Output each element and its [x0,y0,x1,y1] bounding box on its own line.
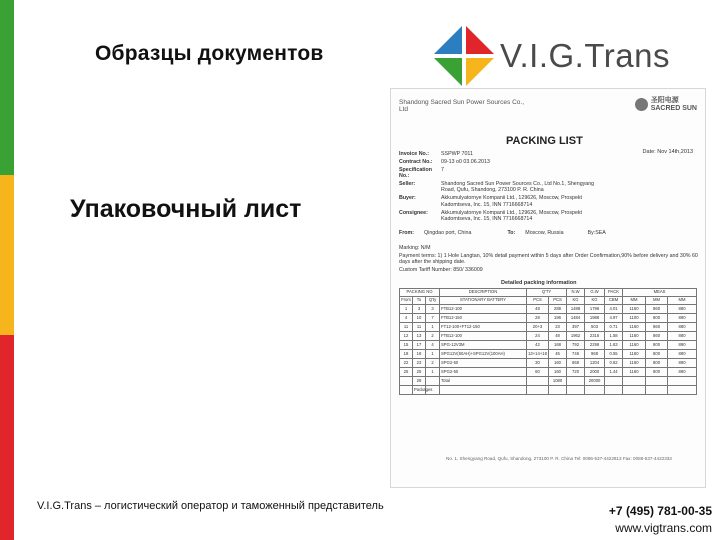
table-cell: 968 [585,350,605,359]
slide-subtitle: Упаковочный лист [70,195,302,223]
sacred-sun-logo-icon [635,98,648,111]
field-row [399,151,609,157]
table-cell: 18 [413,350,426,359]
table-cell: 800 [646,359,668,368]
table-cell: 1160 [623,323,646,332]
doc-date: Date: Nov 14th,2013 [642,149,693,155]
table-cell: 2 [426,332,440,341]
table-row [400,368,697,377]
table-cell: 1080 [549,377,567,386]
table-cell [426,377,440,386]
table-cell: 0.82 [605,359,623,368]
footer-website[interactable]: www.vigtrans.com [615,521,712,535]
table-cell: 24 [527,332,549,341]
doc-company: Shandong Sacred Sun Power Sources Co., Ltd [399,99,525,114]
table-cell: 22 [400,359,413,368]
table-cell: 1.63 [605,341,623,350]
table-cell: 860 [646,332,668,341]
red-stripe [0,335,14,540]
table-cell: 1 [400,305,413,314]
field-label: Invoice No.: [399,151,430,157]
table-cell: 25 [400,368,413,377]
field-row [399,159,609,165]
table-cell: 160 [549,368,567,377]
table-cell: FT12-100+FT12-150 [440,323,527,332]
table-cell [527,377,549,386]
table-cell: 48 [549,332,567,341]
table-row [400,305,697,314]
table-cell: SPG2-50 [440,368,527,377]
table-cell: 0.71 [605,323,623,332]
table-cell: 890 [668,359,697,368]
table-cell: 1160 [623,332,646,341]
table-row [400,332,697,341]
table-subheader: KG [585,297,605,305]
table-cell: 792 [567,341,585,350]
table-cell: 23 [413,359,426,368]
table-header: N.W [567,289,585,297]
table-cell: 668 [567,359,585,368]
table-cell: 1100 [623,314,646,323]
table-cell [623,386,646,395]
table-cell: 20000 [585,377,605,386]
table-subheader: From [400,297,413,305]
field-label: Seller: [399,181,416,188]
field-row [399,195,609,207]
table-cell: 288 [549,305,567,314]
table-cell: 13 [413,332,426,341]
table-cell [646,386,668,395]
table-cell: 1488 [567,305,585,314]
table-cell: 3 [413,305,426,314]
table-cell: 1796 [585,305,605,314]
doc-fields [399,151,609,224]
table-cell: 1160 [623,341,646,350]
table-cell: 4 [426,341,440,350]
table-cell [623,377,646,386]
table-cell: 2298 [585,341,605,350]
table-subheader: MM [668,297,697,305]
table-cell: 4.01 [605,305,623,314]
table-cell: 860 [646,305,668,314]
table-cell: 746 [567,350,585,359]
field-value: Shandong Sacred Sun Power Sources Co., Ltd No.1, Shengyang Road, Qufu, Shandong, 273100 P. R. China [441,181,595,194]
table-subheader: MM [646,297,668,305]
table-header: PACKING NO [400,289,440,297]
table-cell: 800 [646,350,668,359]
field-value: Akkumulyatornye Kompanii Ltd., 129626, Moscow, Prospekt Kadomtseva, Inc. 15, INN 7716668714 [441,209,583,222]
table-cell: 1484 [567,314,585,323]
table-cell: 720 [567,368,585,377]
table-cell [585,386,605,395]
doc-heading: PACKING LIST [506,135,583,147]
field-label: Buyer: [399,195,416,202]
table-cell: 30 [527,359,549,368]
doc-transport [399,230,699,236]
table-cell: 890 [668,368,697,377]
table-cell: 42 [527,341,549,350]
table-cell: 28 [413,377,426,386]
table-header: G.W [585,289,605,297]
table-cell: 890 [668,314,697,323]
table-cell: 800 [646,314,668,323]
field-label: Contract No.: [399,159,433,166]
marking: Marking: N/M [399,245,431,251]
table-cell: 7 [426,314,440,323]
brand-name: V.I.G.Trans [500,37,670,74]
table-cell: FTB12-150 [440,314,527,323]
table-cell: 1988 [585,314,605,323]
table-subheader: PCS [527,297,549,305]
table-cell [668,386,697,395]
table-cell: 10 [413,314,426,323]
table-cell: 397 [567,323,585,332]
by-value: By:SEA [587,230,606,236]
table-cell: 4.97 [605,314,623,323]
table-header-row [400,289,697,297]
table-cell: 880 [668,305,697,314]
table-cell: FTB12-100 [440,332,527,341]
table-cell: 1160 [623,359,646,368]
table-cell: 11 [400,323,413,332]
field-value: 09-13 о0 03.06.2013 [441,159,490,166]
field-value: SSPWP 7011 [441,151,473,157]
table-cell: SPG2-50 [440,359,527,368]
table-subheader: PCS [549,297,567,305]
table-cell: 1962 [567,332,585,341]
doc-terms [399,245,699,273]
table-cell: Total [440,377,527,386]
table-cell: 1160 [623,350,646,359]
table-row [400,323,697,332]
table-cell: 18 [400,350,413,359]
table-cell [646,377,668,386]
slide-title: Образцы документов [95,42,324,65]
table-cell: FTB12-100 [440,305,527,314]
table-cell: SPG12V(50AH)+SPG12V(100AH) [440,350,527,359]
field-label: Specification No.: [399,167,432,180]
table-cell: SPG-12V3M [440,341,527,350]
logo-text-cn: 圣阳电源 [650,97,679,104]
table-cell: 12 [400,332,413,341]
table-cell: 1.58 [605,332,623,341]
table-row [400,350,697,359]
packing-table [399,288,697,395]
table-cell: 860 [646,323,668,332]
table-cell [440,386,527,395]
table-cell: 45 [549,350,567,359]
table-subheader: Q'ty [426,297,440,305]
table-cell [567,386,585,395]
table-cell: 800 [646,368,668,377]
detail-heading: Detailed packing information [501,280,577,286]
table-cell: 25 [413,368,426,377]
table-row [400,359,697,368]
table-row [400,314,697,323]
table-cell: 2 [426,359,440,368]
table-cell [549,386,567,395]
payment-terms: Payment terms: 1) 1 Hole Langtan, 10% detail payment within 5 days after Order Confirmation,90% before delivery and 30% 60 days after the shipping date. [399,253,698,266]
table-cell: 503 [585,323,605,332]
table-cell [527,386,549,395]
table-cell: Packages [413,386,426,395]
footer-tagline: V.I.G.Trans – логистический оператор и таможенный представитель [37,500,384,512]
logo-text-en: SACRED SUN [650,104,697,112]
table-cell: 880 [668,323,697,332]
table-subheader: MM [623,297,646,305]
packing-list-document [390,88,706,488]
to-value: Moscow, Russia [525,230,564,236]
table-cell [567,377,585,386]
table-cell: 1 [426,323,440,332]
field-label: Consignee: [399,209,428,216]
from-label: From: [399,230,415,236]
table-header: DESCRIPTION [440,289,527,297]
footer-phone: +7 (495) 781-00-35 [608,504,712,518]
tariff-number: Custom Tariff Number: 850/ 336009 [399,267,483,274]
sacred-sun-logo-text [651,97,697,112]
table-cell: 1.44 [605,368,623,377]
table-header: MEAS [623,289,697,297]
table-row [400,386,697,395]
table-cell: 1 [426,368,440,377]
to-label: To: [507,230,516,236]
table-cell: 15 [400,341,413,350]
table-cell: 23 [549,323,567,332]
table-header: Q'TY [527,289,567,297]
table-cell: 196 [549,314,567,323]
table-subheader: STATIONARY BATTERY [440,297,527,305]
table-subheader: CBM [605,297,623,305]
table-cell [605,377,623,386]
table-cell: 48 [527,305,549,314]
table-cell: 0.55 [605,350,623,359]
table-cell: 2000 [585,368,605,377]
vigtrans-logo-icon [432,24,496,88]
table-cell: 800 [646,341,668,350]
yellow-stripe [0,175,14,335]
table-cell: 1204 [585,359,605,368]
table-subheader-row [400,297,697,305]
table-cell [668,377,697,386]
table-subheader: KG [567,297,585,305]
table-cell: 60 [527,368,549,377]
field-value: 7 [441,167,444,174]
table-cell: 160 [549,359,567,368]
table-cell: 28 [527,314,549,323]
table-row [400,341,697,350]
green-stripe [0,0,14,175]
field-row [399,181,609,193]
table-header: PACK [605,289,623,297]
table-cell: 3 [426,305,440,314]
table-cell: 13+14+18 [527,350,549,359]
table-cell: 17 [413,341,426,350]
table-cell: 4 [400,314,413,323]
table-row [400,377,697,386]
table-subheader: To [413,297,426,305]
table-cell: 2316 [585,332,605,341]
table-cell: 1160 [623,368,646,377]
sacred-sun-logo [635,97,697,112]
table-cell: 890 [668,341,697,350]
table-cell: 880 [668,332,697,341]
from-value: Qingdao port, China [424,230,472,236]
table-cell [400,386,413,395]
doc-address-footer: No. 1, Shengyang Road, Qufu, Shandong, 273100 P. R. China Tel: 0086-537-4422813 Fax: 0086-537-4422333 [446,456,672,461]
table-cell: 11 [413,323,426,332]
field-value: Akkumulyatornye Kompanii Ltd., 129626, Moscow, Prospekt Kadomtseva, Inc. 15, INN 7716668714 [441,195,583,208]
table-cell: 1 [426,350,440,359]
field-row [399,210,609,222]
table-cell: 1160 [623,305,646,314]
table-cell [400,377,413,386]
table-cell: 20+3 [527,323,549,332]
table-cell: 890 [668,350,697,359]
field-row [399,167,609,179]
table-cell: 168 [549,341,567,350]
table-cell [605,386,623,395]
